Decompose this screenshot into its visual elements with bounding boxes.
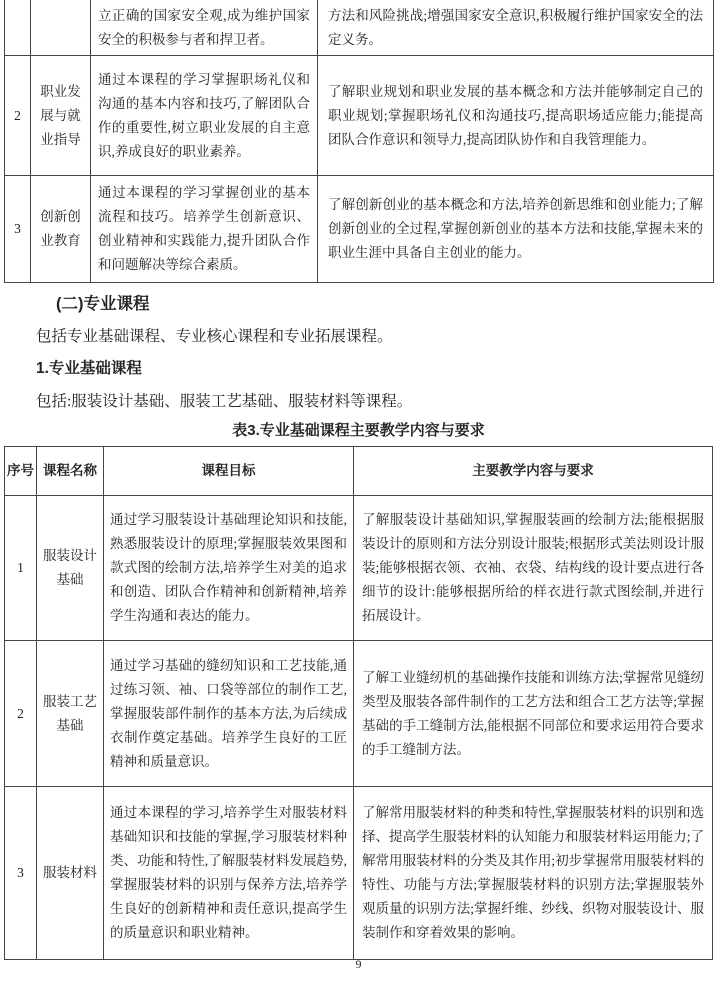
- course-goal-cell: 立正确的国家安全观,成为维护国家安全的积极参与者和捍卫者。: [91, 0, 318, 56]
- subsection-heading: 1.专业基础课程: [36, 360, 142, 377]
- course-name-cell: 服装设计基础: [37, 496, 104, 641]
- header-teaching-content: 主要教学内容与要求: [354, 447, 713, 496]
- course-goal-cell: 通过本课程的学习,培养学生对服装材料基础知识和技能的掌握,学习服装材料种类、功能和特性,了解服装材料发展趋势,掌握服装材料的识别与保养方法,培养学生良好的创新精神和责任意识,提高学生的质量意识和职业精神。: [104, 787, 354, 960]
- course-number-cell: 3: [5, 787, 37, 960]
- basic-courses-table: [4, 446, 713, 960]
- course-goal-cell: 通过本课程的学习掌握创业的基本流程和技巧。培养学生创新意识、创业精神和实践能力,提升团队合作和问题解决等综合素质。: [91, 176, 318, 283]
- section-heading: (二)专业课程: [56, 295, 150, 313]
- course-number-cell: 2: [5, 56, 31, 176]
- table-row: [5, 0, 714, 56]
- table-row: [5, 176, 714, 283]
- course-content-cell: 了解工业缝纫机的基础操作技能和训练方法;掌握常见缝纫类型及服装各部件制作的工艺方法和组合工艺方法等;掌握基础的手工缝制方法,能根据不同部位和要求运用符合要求的手工缝制方法。: [354, 641, 713, 787]
- course-name-cell: 创新创业教育: [31, 176, 91, 283]
- section-intro-paragraph: 包括专业基础课程、专业核心课程和专业拓展课程。: [36, 328, 393, 345]
- header-course-name: 课程名称: [37, 447, 104, 496]
- course-number-cell: 3: [5, 176, 31, 283]
- table-header-row: [5, 447, 713, 496]
- course-content-cell: 了解创新创业的基本概念和方法,培养创新思维和创业能力;了解创新创业的全过程,掌握创新创业的基本方法和技能,掌握未来的职业生涯中具备自主创业的能力。: [318, 176, 714, 283]
- course-content-cell: 了解职业规划和职业发展的基本概念和方法并能够制定自己的职业规划;掌握职场礼仪和沟通技巧,提高职场适应能力;能提高团队合作意识和领导力,提高团队协作和自我管理能力。: [318, 56, 714, 176]
- course-number-cell: 1: [5, 496, 37, 641]
- course-number-cell: [5, 0, 31, 56]
- header-course-goal: 课程目标: [104, 447, 354, 496]
- course-content-cell: 了解常用服装材料的种类和特性,掌握服装材料的识别和选择、提高学生服装材料的认知能力和服装材料运用能力;了解常用服装材料的分类及其作用;初步掌握常用服装材料的特性、功能与方法;掌握服装材料的识别方法;掌握服装外观质量的识别方法;掌握纤维、纱线、织物对服装设计、服装制作和穿着效果的影响。: [354, 787, 713, 960]
- course-goal-cell: 通过本课程的学习掌握职场礼仪和沟通的基本内容和技巧,了解团队合作的重要性,树立职业发展的自主意识,养成良好的职业素养。: [91, 56, 318, 176]
- course-name-cell: 职业发展与就业指导: [31, 56, 91, 176]
- table3-caption: 表3.专业基础课程主要教学内容与要求: [232, 422, 485, 439]
- table-row: [5, 641, 713, 787]
- header-number: 序号: [5, 447, 37, 496]
- course-number-cell: 2: [5, 641, 37, 787]
- table-row: [5, 787, 713, 960]
- table-row: [5, 496, 713, 641]
- course-name-cell: 服装工艺基础: [37, 641, 104, 787]
- table-row: [5, 56, 714, 176]
- course-goal-cell: 通过学习服装设计基础理论知识和技能,熟悉服装设计的原理;掌握服装效果图和款式图的绘制方法,培养学生对美的追求和创造、团队合作精神和创新精神,培养学生沟通和表达的能力。: [104, 496, 354, 641]
- public-courses-table-continued: [4, 0, 714, 283]
- subsection-intro-paragraph: 包括:服装设计基础、服装工艺基础、服装材料等课程。: [36, 393, 413, 410]
- course-name-cell: 服装材料: [37, 787, 104, 960]
- course-content-cell: 方法和风险挑战;增强国家安全意识,积极履行维护国家安全的法定义务。: [318, 0, 714, 56]
- course-content-cell: 了解服装设计基础知识,掌握服装画的绘制方法;能根据服装设计的原则和方法分别设计服装;根据形式美法则设计服装;能够根据衣领、衣袖、衣袋、结构线的设计要点进行各细节的设计:能够根据所给的样衣进行款式图绘制,并进行拓展设计。: [354, 496, 713, 641]
- course-name-cell: [31, 0, 91, 56]
- page-number: 9: [355, 957, 362, 971]
- course-goal-cell: 通过学习基础的缝纫知识和工艺技能,通过练习领、袖、口袋等部位的制作工艺,掌握服装部件制作的基本方法,为后续成衣制作奠定基础。培养学生良好的工匠精神和质量意识。: [104, 641, 354, 787]
